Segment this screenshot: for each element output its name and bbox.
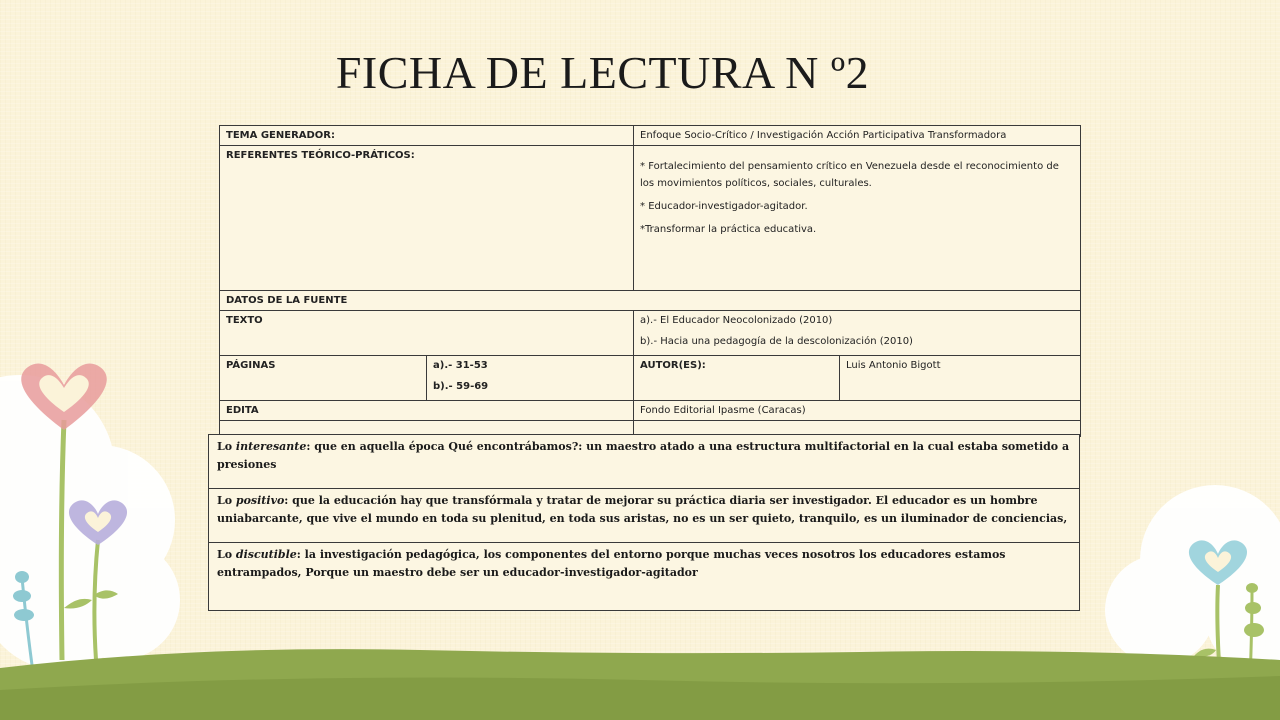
autor-value: Luis Antonio Bigott xyxy=(840,356,1081,401)
referentes-label: REFERENTES TEÓRICO-PRÁTICOS: xyxy=(220,146,634,291)
referente-item: * Fortalecimiento del pensamiento crítico en Venezuela desde el reconocimiento de los movimientos políticos, sociales, culturales. xyxy=(640,161,1059,189)
reading-card-table xyxy=(219,125,1081,437)
row-edita xyxy=(220,401,1081,421)
referente-item: * Educador-investigador-agitador. xyxy=(640,201,808,212)
note-row xyxy=(209,489,1080,543)
right-cloud xyxy=(1105,485,1280,675)
row-referentes xyxy=(220,146,1081,291)
paginas-item: b).- 59-69 xyxy=(433,381,489,392)
page-title: FICHA DE LECTURA N º2 xyxy=(335,47,870,98)
row-texto xyxy=(220,311,1081,356)
datos-fuente-label: DATOS DE LA FUENTE xyxy=(220,291,1081,311)
paginas-label: PÁGINAS xyxy=(220,356,427,401)
paginas-item: a).- 31-53 xyxy=(433,360,488,371)
observations-table xyxy=(208,434,1080,611)
note-keyword: positivo xyxy=(235,494,285,507)
note-interesante: Lo interesante: que en aquella época Qué encontrábamos?: un maestro atado a una estructura multifactorial en la cual estaba sometido a presiones xyxy=(209,435,1080,489)
row-paginas-autor xyxy=(220,356,1081,401)
note-text: : que en aquella época Qué encontrábamos?: un maestro atado a una estructura multifactorial en la cual estaba sometido a presiones xyxy=(217,440,1070,472)
tema-label: TEMA GENERADOR: xyxy=(220,126,634,146)
tema-value: Enfoque Socio-Crítico / Investigación Acción Participativa Transformadora xyxy=(634,126,1081,146)
note-positivo: Lo positivo: que la educación hay que transfórmala y tratar de mejorar su práctica diaria ser investigador. El educador es un hombre uniabarcante, que vive el mundo en toda su plenitud, en toda sus aristas, no es un ser quieto, tranquilo, es un iluminador de conciencias, xyxy=(209,489,1080,543)
paginas-value xyxy=(427,356,634,401)
texto-item: a).- El Educador Neocolonizado (2010) xyxy=(640,315,833,326)
texto-item: b).- Hacia una pedagogía de la descolonización (2010) xyxy=(640,336,913,347)
note-discutible: Lo discutible: la investigación pedagógica, los componentes del entorno porque muchas veces nosotros los educadores estamos entrampados, Porque un maestro debe ser un educador-investigador-agitador xyxy=(209,543,1080,611)
note-keyword: discutible xyxy=(235,548,297,561)
texto-value xyxy=(634,311,1081,356)
referente-item: *Transformar la práctica educativa. xyxy=(640,224,817,235)
note-keyword: interesante xyxy=(235,440,307,453)
note-text: : que la educación hay que transfórmala y tratar de mejorar su práctica diaria ser investigador. El educador es un hombre uniabarcante, que vive el mundo en toda su plenitud, en toda sus aristas, no es un ser quieto, tranquilo, es un iluminador de conciencias, xyxy=(217,494,1068,526)
note-row xyxy=(209,543,1080,611)
row-tema xyxy=(220,126,1081,146)
edita-value: Fondo Editorial Ipasme (Caracas) xyxy=(634,401,1081,421)
note-row xyxy=(209,435,1080,489)
referentes-value xyxy=(634,146,1081,291)
autor-label: AUTOR(ES): xyxy=(634,356,840,401)
grass-hill xyxy=(0,649,1280,720)
note-text: : la investigación pedagógica, los componentes del entorno porque muchas veces nosotros los educadores estamos entrampados, Porque un maestro debe ser un educador-investigador-agitador xyxy=(217,548,1006,580)
edita-label: EDITA xyxy=(220,401,634,421)
texto-label: TEXTO xyxy=(220,311,634,356)
row-datos-fuente xyxy=(220,291,1081,311)
